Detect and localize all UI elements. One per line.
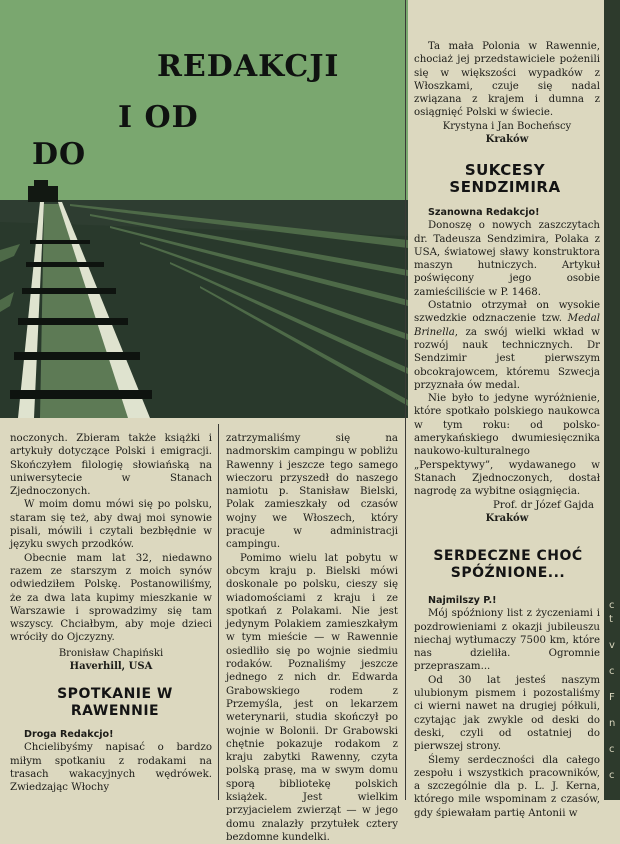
col3-paragraph: Nie było to jedyne wyróżnienie, które spotkało polskiego naukowca w tym roku: od polsko-amerykańskiego dwumiesięcznika naukowo-kulturalnego „Perspektywy”, wydawanego w Stanach Zjednoczonych, dostał nagrodę za wybitne osiągnięcia. (414, 393, 600, 498)
col1-paragraph: Obecnie mam lat 32, niedawno razem ze starszym z moich synów odwiedziłem Polskę. Postanowiliśmy, że za dwa lata kupimy mieszkanie w Warszawie i sprowadzimy się tam wszyscy. Chciałbym, aby moje dzieci wróciły do Ojczyzny. (10, 552, 212, 644)
column-1-letter2 (10, 728, 212, 794)
salutation: Najmilszy P.! (428, 595, 497, 606)
col1-paragraph: Chcielibyśmy napisać o bardzo miłym spotkaniu z rodakami na trasach wakacyjnych wędrówek. Zwiedzając Włochy (10, 742, 212, 794)
salutation: Szanowna Redakcjo! (428, 207, 540, 218)
edge-letter: c (609, 770, 615, 781)
signature-name: Bronisław Chapiński (58, 647, 164, 659)
column-rule-mid (218, 424, 219, 800)
heading-serdeczne: SERDECZNE CHOĆ SPÓŹNIONE... (433, 548, 583, 581)
column-3-letter2 (414, 594, 600, 820)
col2-paragraph: zatrzymaliśmy się na nadmorskim campingu w pobliżu Rawenny i jeszcze tego samego wieczoru przyszedł do naszego namiotu p. Stanisław Bielski, Polak zamieszkały od czasów wojny we Włoszech, który pracuje w administracji campingu. (226, 433, 398, 551)
column-3-top (414, 40, 600, 146)
col3-paragraph: Od 30 lat jesteś naszym ulubionym pismem i pozostaliśmy ci wierni nawet na drugiej półkuli, czytając jak zwykle od deski do deski, czyli od ostatniej do pierwszej strony. (414, 674, 600, 753)
title-line-do: DO (32, 137, 87, 172)
edge-letter: c (609, 744, 615, 755)
heading-sukcesy-sendzimira: SUKCESY SENDZIMIRA (449, 161, 561, 196)
edge-letter: F (609, 692, 615, 703)
heading-spotkanie-w-rawennie: SPOTKANIE W RAWENNIE (57, 686, 173, 719)
signature-bochenscy: Krystyna i Jan Bocheńscy (442, 120, 572, 132)
column-2 (226, 432, 398, 844)
hero-illustration (0, 0, 408, 418)
edge-letter: c (609, 666, 615, 677)
edge-letter: t (609, 614, 613, 625)
col3-paragraph: Ślemy serdeczności dla całego zespołu i wszystkich pracowników, a szczególnie dla p. L. J. Kerna, którego mile wspominam z czasów, gdy śpiewałam partię Antonii w (414, 754, 600, 819)
col2-paragraph: Pomimo wielu lat pobytu w obcym kraju p. Bielski mówi doskonale po polsku, cieszy się wiadomościami z kraju i ze spotkań z Polakami. Nie jest jedynym Polakiem zamieszkałym w tym mieście — w Rawennie osiedliło się po wojnie siedmiu rodaków. Poznaliśmy jeszcze jednego z nich dr. Edwarda Grabowskiego rodem z Przemyśla, jest on lekarzem weterynarii, studia skończył po wojnie w Bolonii. Dr Grabowski chętnie pokazuje rodakom z kraju zabytki Rawenny, czyta polską prasę, ma w swym domu sporą bibliotekę polskich książek. Jest wielkim przyjacielem zwierząt — w jego domu znalazły przytułek cztery bezdomne kundelki. (226, 552, 398, 843)
edge-letter: v (609, 640, 615, 651)
col3-paragraph: Ta mała Polonia w Rawennie, chociaż jej przedstawiciele pożenili się w większości wypadków z Włoszkami, czuje się nadal związana z krajem i dumna z osiągnięć Polski w świecie. (414, 41, 600, 119)
column-rule-right (405, 0, 406, 800)
salutation: Droga Redakcjo! (24, 729, 114, 740)
adjacent-page-edge (604, 0, 620, 800)
signature-place: Kraków (485, 134, 529, 146)
col1-paragraph: W moim domu mówi się po polsku, staram się też, aby dwaj moi synowie pisali, mówili i czytali bezbłędnie w języku swych przodków. (10, 499, 212, 551)
signature-gajda: Prof. dr Józef Gajda (493, 499, 594, 511)
signature-place: Haverhill, USA (69, 661, 153, 673)
col1-paragraph: noczonych. Zbieram także książki i artykuły dotyczące Polski i emigracji. Skończyłem filologię słowiańską na uniwersytecie w Stanach Zjednoczonych. (10, 433, 212, 498)
edge-letter: n (609, 718, 616, 729)
col3-paragraph: Mój spóźniony list z życzeniami i pozdrowieniami z okazji jubileuszu niechaj wytłumaczy 7500 km, które nas dzieliła. Ogromnie przepraszam... (414, 608, 600, 673)
title-line-i-od: I OD (118, 100, 199, 135)
title-line-redakcji: REDAKCJI (157, 49, 340, 84)
col3-paragraph: Donoszę o nowych zaszczytach dr. Tadeusza Sendzimira, Polaka z USA, światowej sławy konstruktora maszyn hutniczych. Artykuł poświęcony jego osobie zamieściliście w P. 1468. (414, 220, 600, 298)
edge-letter: c (609, 600, 615, 611)
column-3-letter1 (414, 206, 600, 525)
col3-paragraph: Ostatnio otrzymał on wysokie szwedzkie odznaczenie tzw. Medal Brinella, za swój wielki wkład w rozwój nauk technicznych. Dr Sendzimir jest pierwszym obcokrajowcem, któremu Szwecja przyznała ów medal. (414, 300, 600, 391)
signature-place: Kraków (485, 512, 529, 524)
column-1 (10, 432, 212, 673)
